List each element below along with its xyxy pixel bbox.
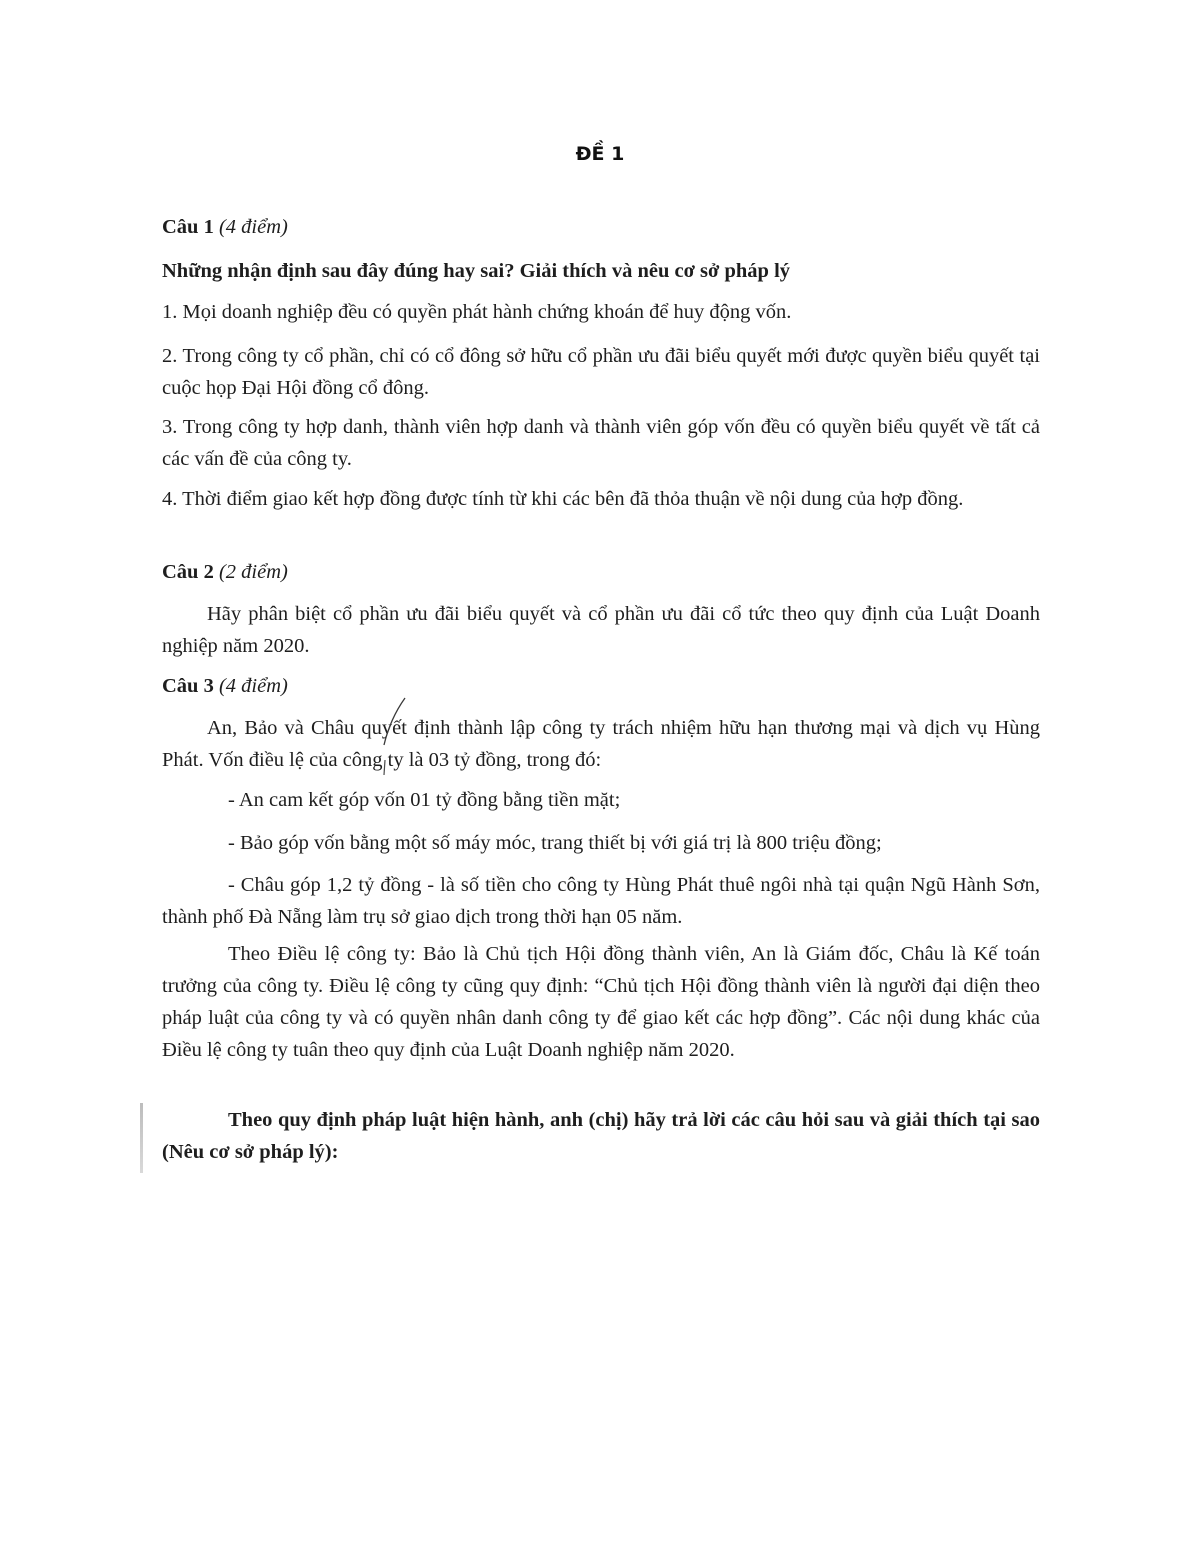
q3-label: Câu 3 [162,675,214,697]
q1-item-1: 1. Mọi doanh nghiệp đều có quyền phát hành chứng khoán để huy động vốn. [162,301,792,323]
q2-text: Hãy phân biệt cổ phần ưu đãi biểu quyết và cổ phần ưu đãi cổ tức theo quy định của Luật Doanh nghiệp năm 2020. [162,603,1040,657]
exam-title: ĐỀ 1 [575,143,625,165]
q1-item-4: 4. Thời điểm giao kết hợp đồng được tính từ khi các bên đã thỏa thuận về nội dung của hợp đồng. [162,488,964,510]
scan-edge-shadow [140,1103,143,1173]
q1-item-2: 2. Trong công ty cổ phần, chỉ có cổ đông sở hữu cổ phần ưu đãi biểu quyết mới được quyền biểu quyết tại cuộc họp Đại Hội đồng cổ đông. [162,345,1040,399]
q2-label: Câu 2 [162,561,214,583]
q3-heading [162,670,1040,702]
q3-question: Theo quy định pháp luật hiện hành, anh (chị) hãy trả lời các câu hỏi sau và giải thích tại sao (Nêu cơ sở pháp lý): [162,1109,1040,1163]
q1-instruction: Những nhận định sau đây đúng hay sai? Giải thích và nêu cơ sở pháp lý [162,260,791,282]
q3-item-1: - An cam kết góp vốn 01 tỷ đồng bằng tiền mặt; [228,789,621,811]
q3-item-2: - Bảo góp vốn bằng một số máy móc, trang thiết bị với giá trị là 800 triệu đồng; [228,832,882,854]
q1-points: (4 điểm) [218,216,288,238]
q1-item-3: 3. Trong công ty hợp danh, thành viên hợp danh và thành viên góp vốn đều có quyền biểu quyết về tất cả các vấn đề của công ty. [162,416,1040,470]
q3-intro: An, Bảo và Châu quyết định thành lập công ty trách nhiệm hữu hạn thương mại và dịch vụ Hùng Phát. Vốn điều lệ của công ty là 03 tỷ đồng, trong đó: [162,717,1040,771]
q1-heading [162,211,1040,243]
q3-charter: Theo Điều lệ công ty: Bảo là Chủ tịch Hội đồng thành viên, An là Giám đốc, Châu là Kế toán trưởng của công ty. Điều lệ công ty cũng quy định: “Chủ tịch Hội đồng thành viên là người đại diện theo pháp luật của công ty và có quyền nhân danh công ty để giao kết các hợp đồng”. Các nội dung khác của Điều lệ công ty tuân theo quy định của Luật Doanh nghiệp năm 2020. [162,943,1040,1061]
q2-heading [162,556,1040,588]
q3-item-3: - Châu góp 1,2 tỷ đồng - là số tiền cho công ty Hùng Phát thuê ngôi nhà tại quận Ngũ Hành Sơn, thành phố Đà Nẵng làm trụ sở giao dịch trong thời hạn 05 năm. [162,874,1040,928]
q2-points: (2 điểm) [218,561,288,583]
q3-points: (4 điểm) [218,675,288,697]
q1-label: Câu 1 [162,216,214,238]
